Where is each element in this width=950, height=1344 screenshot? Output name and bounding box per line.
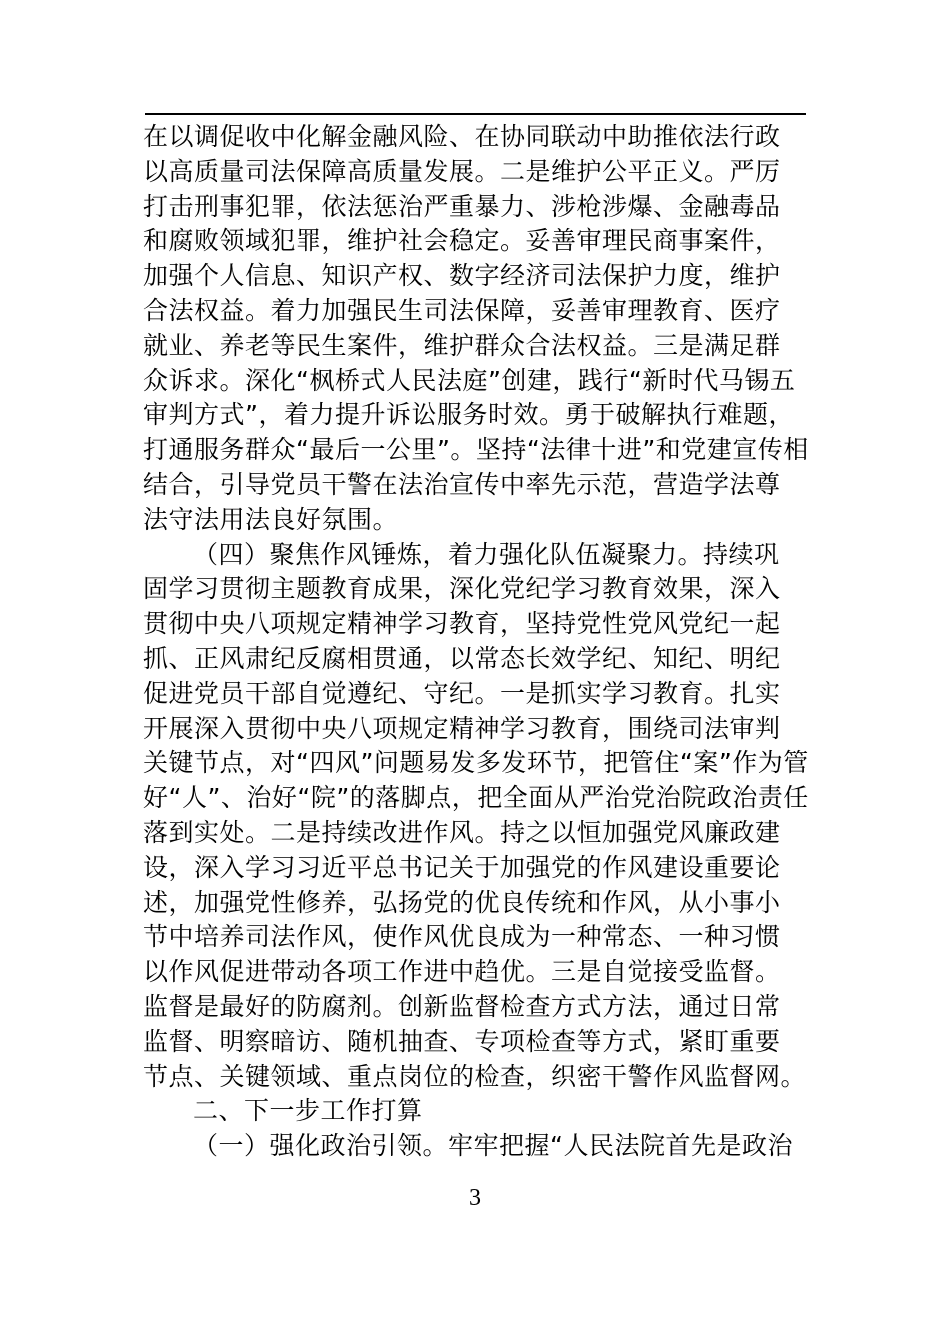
text-line: 审判方式”，着力提升诉讼服务时效。勇于破解执行难题， (143, 400, 794, 430)
section-heading-line: 二、下一步工作打算 (193, 1096, 423, 1126)
text-line: 监督、明察暗访、随机抽查、专项检查等方式，紧盯重要 (143, 1026, 781, 1056)
section-heading-line: （四）聚焦作风锤炼，着力强化队伍凝聚力。持续巩 (193, 539, 780, 569)
text-line: 和腐败领域犯罪，维护社会稳定。妥善审理民商事案件， (143, 226, 781, 256)
text-line: 设，深入学习习近平总书记关于加强党的作风建设重要论 (143, 852, 781, 882)
text-line: 落到实处。二是持续改进作风。持之以恒加强党风廉政建 (143, 817, 781, 847)
text-line: 固学习贯彻主题教育成果，深化党纪学习教育效果，深入 (143, 574, 781, 604)
text-line: 加强个人信息、知识产权、数字经济司法保护力度，维护 (143, 261, 781, 291)
text-line: 好“人”、治好“院”的落脚点，把全面从严治党治院政治责任 (143, 783, 809, 813)
text-line: 监督是最好的防腐剂。创新监督检查方式方法，通过日常 (143, 991, 781, 1021)
text-line: 述，加强党性修养，弘扬党的优良传统和作风，从小事小 (143, 887, 781, 917)
text-line: 打通服务群众“最后一公里”。坚持“法律十进”和党建宣传相 (143, 435, 809, 465)
text-line: 抓、正风肃纪反腐相贯通，以常态长效学纪、知纪、明纪 (143, 643, 781, 673)
text-line: 节点、关键领域、重点岗位的检查，织密干警作风监督网。 (143, 1061, 807, 1091)
text-line: 结合，引导党员干警在法治宣传中率先示范，营造学法尊 (143, 469, 781, 499)
header-rule (145, 113, 806, 115)
text-line: 打击刑事犯罪，依法惩治严重暴力、涉枪涉爆、金融毒品 (143, 191, 781, 221)
text-line: 合法权益。着力加强民生司法保障，妥善审理教育、医疗 (143, 295, 781, 325)
text-line: 关键节点，对“四风”问题易发多发环节，把管住“案”作为管 (143, 748, 809, 778)
text-line: 法守法用法良好氛围。 (143, 504, 399, 534)
text-line: 开展深入贯彻中央八项规定精神学习教育，围绕司法审判 (143, 713, 781, 743)
text-line: 促进党员干部自觉遵纪、守纪。一是抓实学习教育。扎实 (143, 678, 781, 708)
text-line: 以作风促进带动各项工作进中趋优。三是自觉接受监督。 (143, 957, 781, 987)
text-line: 贯彻中央八项规定精神学习教育，坚持党性党风党纪一起 (143, 609, 781, 639)
document-body (143, 120, 809, 1164)
subsection-heading-line: （一）强化政治引领。牢牢把握“人民法院首先是政治 (193, 1131, 793, 1161)
page-number: 3 (469, 1185, 481, 1211)
text-line: 在以调促收中化解金融风险、在协同联动中助推依法行政 (143, 122, 781, 151)
text-line: 节中培养司法作风，使作风优良成为一种常态、一种习惯 (143, 922, 781, 952)
text-line: 以高质量司法保障高质量发展。二是维护公平正义。严厉 (143, 156, 781, 186)
text-line: 众诉求。深化“枫桥式人民法庭”创建，践行“新时代马锡五 (143, 365, 796, 395)
text-line: 就业、养老等民生案件，维护群众合法权益。三是满足群 (143, 330, 781, 360)
